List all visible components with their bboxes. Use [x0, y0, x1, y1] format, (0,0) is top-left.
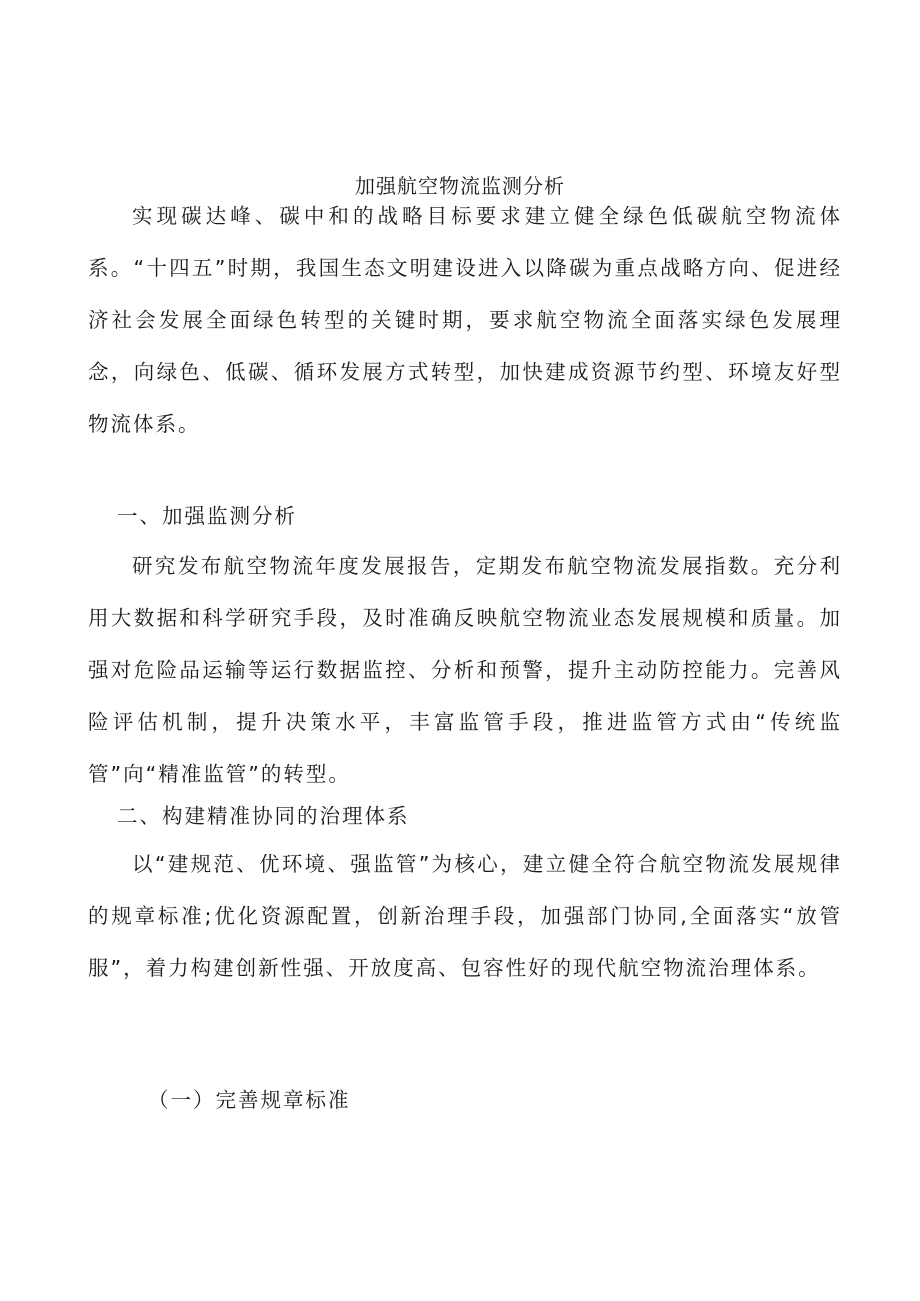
section-body-monitoring: 研究发布航空物流年度发展报告，定期发布航空物流发展指数。充分利用大数据和科学研究手段，及时准确反映航空物流业态发展规模和质量。加强对危险品运输等运行数据监控、分析和预警，提升主动防控能力。完善风险评估机制，提升决策水平，丰富监管手段，推进监管方式由“传统监管”向“精准监管”的转型。	[88, 554, 842, 786]
document-title: 加强航空物流监测分析	[355, 174, 565, 198]
section-body-governance: 以“建规范、优环境、强监管”为核心，建立健全符合航空物流发展规律的规章标准;优化资源配置，创新治理手段，加强部门协同,全面落实“放管服”，着力构建创新性强、开放度高、包容性好的现代航空物流治理体系。	[88, 852, 842, 980]
section-heading-governance: 二、构建精准协同的治理体系	[117, 804, 410, 828]
intro-paragraph: 实现碳达峰、碳中和的战略目标要求建立健全绿色低碳航空物流体系。“十四五”时期，我国生态文明建设进入以降碳为重点战略方向、促进经济社会发展全面绿色转型的关键时期，要求航空物流全面落实绿色发展理念，向绿色、低碳、循环发展方式转型，加快建成资源节约型、环境友好型物流体系。	[88, 204, 842, 436]
subsection-heading-regulations: （一）完善规章标准	[148, 1088, 351, 1112]
section-heading-monitoring: 一、加强监测分析	[117, 504, 297, 528]
